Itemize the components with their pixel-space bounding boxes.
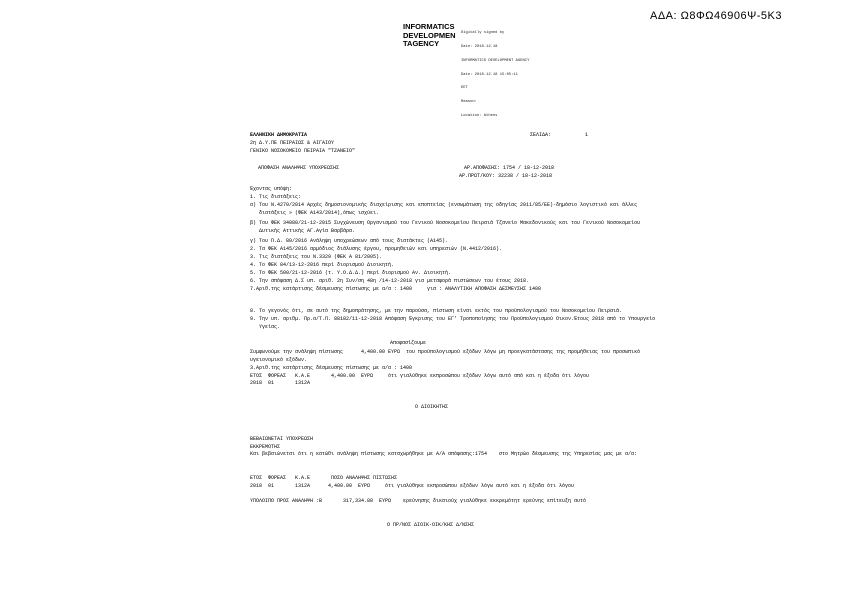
- stamp-line: Digitally signed by: [461, 31, 505, 36]
- body-line: 7.Αριθ.της κατάρτισης δέσμευσης πίστωσης με α/α : 1400 για : ΑΝΑΛΥΤΙΚΗ ΑΠΟΦΑΣΗ ΔΕΣΜΕΥΣΗΣ 1400: [250, 286, 542, 292]
- header-hospital: ΓΕΝΙΚΟ ΝΟΣΟΚΟΜΕΙΟ ΠΕΙΡΑΙΑ "ΤΖΑΝΕΙΟ": [250, 148, 356, 154]
- total-line: ΥΠΟΛΟΙΠΟ ΠΡΟΣ ΑΝΑΛΗΨΗ :Β 317,334.88 ΕΥΡΩ ερεύνησης δικαιούχ γιαλύθηκε εκκρεμότητ ερεύνης επίτευξη αυτό: [250, 498, 587, 504]
- decision-number: ΑΡ.ΑΠΟΦΑΣΗΣ: 1754 / 18-12-2018: [464, 165, 555, 171]
- header-authority: 2η Δ.Υ.ΠΕ ΠΕΙΡΑΙΩΣ & ΑΙΓΑΙΟΥ: [250, 140, 335, 146]
- decision-line: 9. Την υπ. αριθμ. Πρ.α/Τ.Π. 88182/11-12-2018 Απόφαση Έγκρισης του ΕΓ' Τροποποίησης του Προϋπολογισμού Οικον.Έτους 2018 από το Υπουργείο: [250, 316, 656, 322]
- logo-line-3: TAGENCY: [403, 39, 440, 48]
- decide-line: 2018 01 1312Α: [250, 380, 311, 386]
- body-line: β) Του ΦΕΚ 34080/21-12-2015 Συγχώνευση Οργανισμού του Γενικού Νοσοκομείου Πειραιά Τζανείο Μακεδονικούς και του Γενικού Νοσοκομείου: [250, 220, 641, 226]
- body-line: 3. Τις διατάξεις του Ν.3329 (ΦΕΚ Α 81/2005).: [250, 254, 383, 260]
- body-line: α) Του Ν.4270/2014 Αρχές δημοσιονομικής διαχείρισης και εποπτείας (ενσωμάτωση της οδηγίας 2011/85/ΕΕ)-δημόσιο λογιστικό και άλλες: [250, 202, 638, 208]
- stamp-line: INFORMATICS DEVELOPMENT AGENCY: [461, 58, 530, 63]
- protocol-number: ΑΡ.ΠΡΩΤ/ΚΟΥ: 32238 / 18-12-2018: [459, 173, 553, 179]
- stamp-line: EET: [461, 86, 468, 91]
- stamp-line: Location: Athens: [461, 113, 498, 118]
- decide-line: Συμφωνούμε την ανάληψη πίστωσης 4,400.00 ΕΥΡΩ του προϋπολογισμού εξόδων λόγω μη προεγκατάστασης της προμήθειας του προσωπικό: [250, 349, 641, 355]
- body-line: 6. Την απόφαση Δ.Σ υπ. αριθ. 2η Συν/ση 48η /14-12-2018 για μεταφορά πιστώσεων του έτους 2018.: [250, 278, 530, 284]
- decide-title: Αποφασίζουμε: [390, 340, 427, 346]
- final-signature: Ο ΠΡ/ΝΟΣ ΔΙΟΙΚ-ΟΙΚ/ΚΗΣ Δ/ΝΣΗΣ: [387, 522, 475, 528]
- body-line: 4. Το ΦΕΚ 84/13-12-2016 περί διορισμού Διοικητή.: [250, 262, 395, 268]
- header-country: ΕΛΛΗΝΙΚΗ ΔΗΜΟΚΡΑΤΙΑ: [250, 132, 308, 138]
- body-line: Δυτικής Αττικής ΑΓ.Αγία Βαρβάρα.: [250, 228, 356, 234]
- decision-line: 8. Το γεγονός ότι, σε αυτό της δημοπράτησης, με την παρούσα, πίστωση είναι εκτός του προϋπολογισμού του Νοσοκομείου Πειραιά.: [250, 308, 623, 314]
- stamp-line: Reason:: [461, 100, 477, 105]
- decide-line: 3.Αριθ.της κατάρτισης δέσμευσης πίστωσης με α/α : 1400: [250, 365, 413, 371]
- table-row: 2018 01 1312Α 4,400.00 ΕΥΡΩ ότι γιαλύθηκε εκπροσώπου εξόδων λόγω αυτό και η έξοδα ότι λόγου: [250, 483, 575, 489]
- document-subject: ΑΠΟΦΑΣΗ ΑΝΑΛΗΨΗΣ ΥΠΟΧΡΕΩΣΗΣ: [258, 165, 340, 171]
- logo-line-1: INFORMATICS: [403, 22, 455, 31]
- section2-title: ΒΕΒΑΙΩΝΕΤΑΙ ΥΠΟΧΡΕΩΣΗ: [250, 436, 314, 442]
- body-line: 2. Τα ΦΕΚ Α145/2016 αρμόδιος διάλυσης έργου, προμηθειών και υπηρεσιών (Ν.4412/2016).: [250, 246, 503, 252]
- page-number: 1: [585, 132, 589, 138]
- body-line: 5. Το ΦΕΚ 500/21-12-2016 (τ. Υ.Ο.Δ.Δ.) περί διορισμού Αν. Διοικητή.: [250, 270, 452, 276]
- body-line: γ) Του Π.Δ. 80/2016 Ανάληψη υποχρεώσεων από τους διατάκτες (Α145).: [250, 238, 449, 244]
- signature-director: Ο ΔΙΟΙΚΗΤΗΣ: [415, 404, 449, 410]
- logo-line-2: DEVELOPMEN: [403, 30, 456, 40]
- body-line: Έχοντας υπόψη:: [250, 186, 293, 192]
- decide-line: ΕΤΟΣ ΦΟΡΕΑΣ Κ.Α.Ε 4,400.00 ΕΥΡΩ ότι γιαλύθηκε εκπροσώπου εξόδων λόγω αυτό από και η έξοδα ότι λόγου: [250, 373, 590, 379]
- body-line: διατάξεις » (ΦΕΚ Α143/2014),όπως ισχύει.: [250, 210, 380, 216]
- decide-line: υγειονομικό εξόδων.: [250, 357, 308, 363]
- stamp-line: Date: 2018.12.18 15:05:11: [461, 72, 518, 77]
- table-header: ΕΤΟΣ ΦΟΡΕΑΣ Κ.Α.Ε ΠΟΣΟ ΑΝΑΛΗΨΗΣ ΠΙΣΤΩΣΗΣ: [250, 475, 398, 481]
- agency-logo: [403, 23, 456, 49]
- section2-line: Και βεβαιώνεται ότι η κατώθι ανάληψη πίστωσης καταχωρήθηκε με Α/Α απόφασης:1754 στο Μητρώο δέσμευσης της Υπηρεσίας μας με α/α:: [250, 451, 638, 457]
- page-label: ΣΕΛΙΔΑ:: [530, 132, 552, 138]
- body-line: 1. Τις διατάξεις:: [250, 194, 302, 200]
- digital-signature-stamp: [461, 22, 529, 123]
- ada-code: ΑΔΑ: Ω8ΦΩ46906Ψ-5Κ3: [650, 10, 782, 22]
- section2-subtitle: ΕΚΚΡΕΜΟΤΗΣ: [250, 444, 281, 450]
- decision-line: Υγείας.: [250, 324, 281, 330]
- stamp-line: Date: 2018.12.18: [461, 44, 498, 49]
